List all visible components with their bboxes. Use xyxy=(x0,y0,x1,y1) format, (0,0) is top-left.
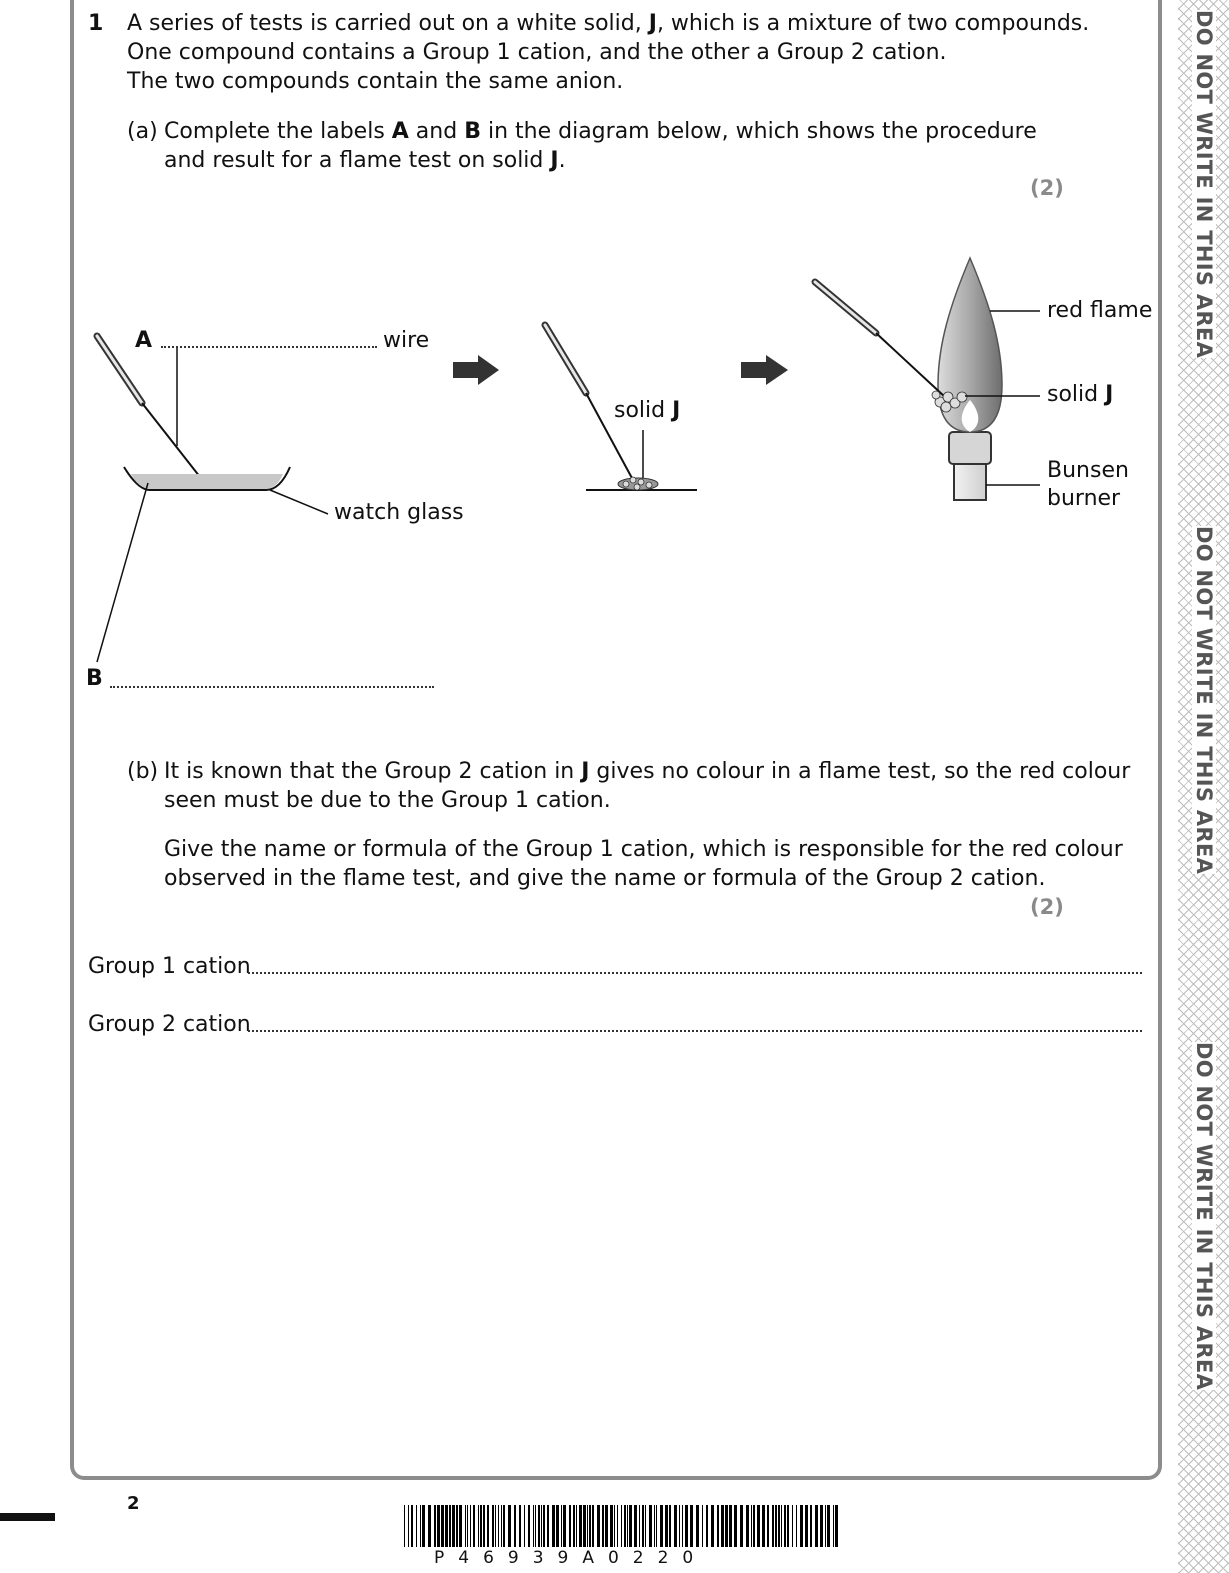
barcode-bar xyxy=(480,1505,482,1547)
barcode-bar xyxy=(674,1505,677,1547)
barcode-bar xyxy=(781,1505,782,1547)
label-solid-j: solid J xyxy=(614,398,681,423)
barcode-bar xyxy=(784,1505,786,1547)
label-wire: wire xyxy=(383,328,430,353)
barcode-bar xyxy=(602,1505,604,1547)
barcode-bar xyxy=(483,1505,485,1547)
barcode-bar xyxy=(660,1505,663,1547)
barcode-bar xyxy=(452,1505,455,1547)
group2-cation-answer-line[interactable] xyxy=(248,1030,1142,1032)
part-a-label: (a) xyxy=(127,119,158,144)
part-b-marks: (2) xyxy=(1030,895,1064,919)
barcode-bar xyxy=(787,1505,789,1547)
barcode-bar xyxy=(543,1505,545,1547)
barcode-bar xyxy=(815,1505,818,1547)
arrow-icon xyxy=(741,355,788,385)
group2-cation-label: Group 2 cation xyxy=(88,1012,251,1037)
barcode-bar xyxy=(645,1505,646,1547)
barcode-bar xyxy=(639,1505,640,1547)
wire-1 xyxy=(142,403,200,477)
barcode-bar xyxy=(404,1505,405,1547)
barcode-bar xyxy=(528,1505,530,1547)
arrow-icon xyxy=(453,355,499,385)
margin-warning-1: DO NOT WRITE IN THIS AREA xyxy=(1192,9,1216,359)
barcode-bar xyxy=(420,1505,421,1547)
part-b-label: (b) xyxy=(127,759,159,784)
part-b-line-3: Give the name or formula of the Group 1 cation, which is responsible for the red colour xyxy=(164,837,1123,862)
barcode-bar xyxy=(556,1505,559,1547)
barcode-bar xyxy=(767,1505,769,1547)
part-a-line-2: and result for a flame test on solid J. xyxy=(164,148,566,173)
barcode-bar xyxy=(711,1505,714,1547)
watch-glass-liquid xyxy=(131,474,283,489)
barcode-bar xyxy=(721,1505,724,1547)
barcode-bar xyxy=(717,1505,719,1547)
barcode-bar xyxy=(825,1505,826,1547)
barcode-bar xyxy=(422,1505,425,1547)
barcode-bar xyxy=(478,1505,479,1547)
barcode-bar xyxy=(835,1505,838,1547)
barcode-bar xyxy=(519,1505,521,1547)
barcode-bar xyxy=(514,1505,516,1547)
barcode-bar xyxy=(501,1505,502,1547)
barcode-bar xyxy=(411,1505,413,1547)
barcode-bar xyxy=(796,1505,797,1547)
barcode-bar xyxy=(820,1505,823,1547)
barcode-bar xyxy=(579,1505,582,1547)
barcode-bar xyxy=(634,1505,637,1547)
label-a: A xyxy=(135,328,153,353)
barcode-bar xyxy=(827,1505,830,1547)
barcode-bar xyxy=(624,1505,626,1547)
barcode-bar xyxy=(492,1505,494,1547)
barcode-bar xyxy=(573,1505,575,1547)
barcode-bar xyxy=(665,1505,668,1547)
leader-line-watch-glass xyxy=(270,490,328,514)
barcode-bar xyxy=(792,1505,793,1547)
page-number: 2 xyxy=(127,1493,140,1514)
barcode-bar xyxy=(775,1505,777,1547)
barcode-bar xyxy=(441,1505,444,1547)
barcode-bar xyxy=(753,1505,755,1547)
barcode-bar xyxy=(473,1505,475,1547)
barcode-bar xyxy=(605,1505,608,1547)
barcode-bar xyxy=(434,1505,436,1547)
barcode-text: P46939A0220 xyxy=(434,1548,708,1568)
barcode-bar xyxy=(656,1505,657,1547)
barcode-bar xyxy=(561,1505,562,1547)
barcode-bar xyxy=(685,1505,688,1547)
barcode-bar xyxy=(459,1505,462,1547)
group1-cation-label: Group 1 cation xyxy=(88,954,251,979)
burner-collar xyxy=(949,432,991,464)
barcode-bar xyxy=(408,1505,409,1547)
margin-warning-2: DO NOT WRITE IN THIS AREA xyxy=(1192,525,1216,875)
barcode-bar xyxy=(805,1505,808,1547)
barcode-bar xyxy=(706,1505,708,1547)
barcode-bar xyxy=(757,1505,760,1547)
barcode-bar xyxy=(800,1505,803,1547)
barcode-bar xyxy=(503,1505,505,1547)
part-b-line-4: observed in the flame test, and give the name or formula of the Group 2 cation. xyxy=(164,866,1046,891)
part-a-marks: (2) xyxy=(1030,176,1064,200)
barcode-bar xyxy=(669,1505,671,1547)
barcode-bar xyxy=(696,1505,699,1547)
barcode-bar xyxy=(449,1505,451,1547)
answer-line-a[interactable] xyxy=(161,346,377,348)
answer-line-b[interactable] xyxy=(110,686,434,688)
barcode-bar xyxy=(682,1505,683,1547)
barcode-bar xyxy=(487,1505,489,1547)
barcode-bar xyxy=(833,1505,834,1547)
barcode-bar xyxy=(465,1505,466,1547)
part-b-line-1: It is known that the Group 2 cation in J gives no colour in a flame test, so the red colour xyxy=(164,759,1131,784)
registration-mark xyxy=(0,1513,55,1521)
margin-warning-3: DO NOT WRITE IN THIS AREA xyxy=(1192,1041,1216,1391)
barcode-bar xyxy=(621,1505,622,1547)
label-b: B xyxy=(86,666,103,691)
wire-3 xyxy=(876,333,945,397)
question-number: 1 xyxy=(88,11,104,36)
label-bunsen: Bunsen xyxy=(1047,458,1129,483)
wire-holder-2 xyxy=(545,325,586,393)
barcode-bar xyxy=(725,1505,728,1547)
barcode-bar xyxy=(445,1505,448,1547)
label-red-flame: red flame xyxy=(1047,298,1153,323)
barcode-bar xyxy=(649,1505,652,1547)
leader-line-b xyxy=(97,483,148,662)
barcode-bar xyxy=(541,1505,542,1547)
barcode-bar xyxy=(592,1505,594,1547)
intro-line-1: A series of tests is carried out on a white solid, J, which is a mixture of two compounds. xyxy=(127,11,1090,36)
barcode-bar xyxy=(583,1505,586,1547)
intro-line-2: One compound contains a Group 1 cation, and the other a Group 2 cation. xyxy=(127,40,947,65)
barcode-bar xyxy=(751,1505,752,1547)
wire-holder-3 xyxy=(815,282,876,333)
label-solid-j-2: solid J xyxy=(1047,382,1114,407)
part-a-line-1: Complete the labels A and B in the diagram below, which shows the procedure xyxy=(164,119,1037,144)
barcode-bar xyxy=(533,1505,534,1547)
barcode-bar xyxy=(508,1505,511,1547)
barcode-bar xyxy=(547,1505,549,1547)
barcode xyxy=(404,1505,842,1549)
barcode-bar xyxy=(729,1505,732,1547)
barcode-bar xyxy=(467,1505,468,1547)
barcode-bar xyxy=(778,1505,780,1547)
barcode-bar xyxy=(617,1505,618,1547)
barcode-bar xyxy=(524,1505,525,1547)
label-watch-glass: watch glass xyxy=(334,500,464,525)
barcode-bar xyxy=(772,1505,774,1547)
barcode-bar xyxy=(495,1505,496,1547)
barcode-bar xyxy=(734,1505,737,1547)
burner-tube xyxy=(954,462,986,500)
barcode-bar xyxy=(610,1505,613,1547)
barcode-bar xyxy=(702,1505,703,1547)
barcode-bar xyxy=(538,1505,540,1547)
barcode-bar xyxy=(679,1505,680,1547)
barcode-bar xyxy=(629,1505,632,1547)
barcode-bar xyxy=(563,1505,566,1547)
barcode-bar xyxy=(810,1505,812,1547)
barcode-bar xyxy=(740,1505,743,1547)
barcode-bar xyxy=(456,1505,458,1547)
barcode-bar xyxy=(416,1505,417,1547)
barcode-bar xyxy=(428,1505,431,1547)
label-burner: burner xyxy=(1047,486,1121,511)
group1-cation-answer-line[interactable] xyxy=(248,972,1142,974)
barcode-bar xyxy=(597,1505,600,1547)
barcode-bar xyxy=(535,1505,536,1547)
barcode-bar xyxy=(614,1505,615,1547)
barcode-bar xyxy=(470,1505,471,1547)
solid-j-pile xyxy=(618,477,658,490)
barcode-bar xyxy=(587,1505,588,1547)
barcode-bar xyxy=(498,1505,499,1547)
barcode-bar xyxy=(552,1505,555,1547)
barcode-bar xyxy=(762,1505,765,1547)
intro-line-3: The two compounds contain the same anion. xyxy=(127,69,624,94)
barcode-bar xyxy=(589,1505,591,1547)
barcode-bar xyxy=(690,1505,693,1547)
barcode-bar xyxy=(576,1505,577,1547)
barcode-bar xyxy=(627,1505,628,1547)
part-b-line-2: seen must be due to the Group 1 cation. xyxy=(164,788,611,813)
barcode-bar xyxy=(642,1505,644,1547)
barcode-bar xyxy=(654,1505,655,1547)
barcode-bar xyxy=(569,1505,571,1547)
barcode-bar xyxy=(746,1505,749,1547)
barcode-bar xyxy=(437,1505,440,1547)
